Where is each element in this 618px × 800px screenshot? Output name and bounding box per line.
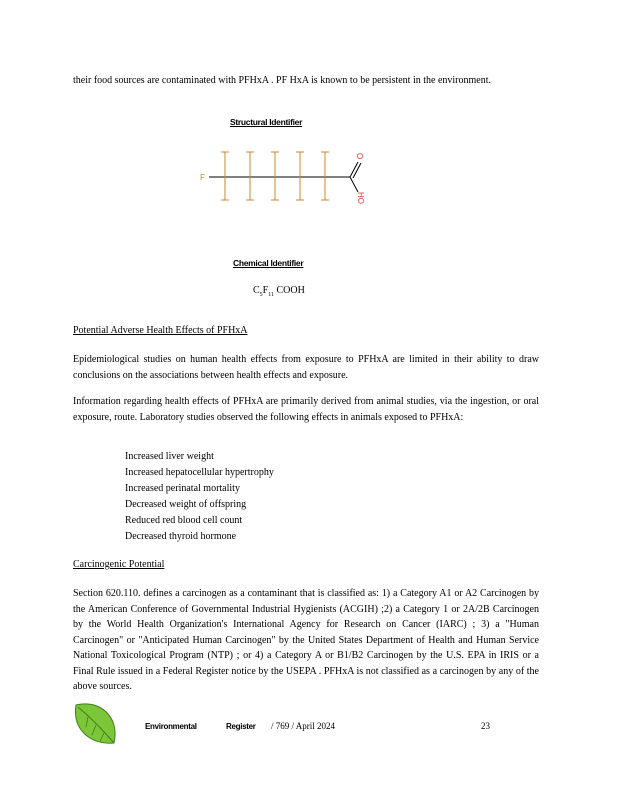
intro-paragraph: their food sources are contaminated with PFHxA . PF HxA is known to be persistent in the environment.: [73, 75, 491, 86]
formula-tail: COOH: [274, 285, 305, 296]
effects-list: [105, 449, 274, 545]
carboxyl-bonds: [350, 162, 361, 192]
formula-c: C: [253, 285, 260, 296]
effect-text: Decreased weight of offspring: [125, 499, 247, 510]
effect-text: Decreased thyroid hormone: [125, 531, 237, 542]
formula-c-count: 5: [259, 292, 263, 298]
structural-identifier-caption: Structural Identifier: [230, 117, 303, 127]
effect-text: Increased perinatal mortality: [125, 483, 240, 494]
oxygen-atom-label: O: [355, 153, 364, 160]
epidemiology-paragraph: Epidemiological studies on human health effects from exposure to PFHxA are limited in their ability to draw conclusions on the associations between health effects and exposure.: [73, 354, 539, 381]
list-item: [105, 513, 274, 529]
list-item: [105, 529, 274, 545]
list-item: [105, 449, 274, 465]
formula-f: F: [262, 285, 269, 296]
chemical-identifier-caption: Chemical Identifier: [233, 258, 304, 268]
fluorine-atom-label: F: [200, 173, 205, 182]
formula-f-count: 11: [268, 292, 275, 298]
list-item: [105, 465, 274, 481]
list-item: [105, 497, 274, 513]
fluorine-bonds: [221, 152, 329, 200]
health-effects-heading: Potential Adverse Health Effects of PFHxA: [73, 325, 248, 336]
effect-text: Increased liver weight: [125, 451, 214, 462]
leaf-logo-icon: [70, 697, 122, 749]
page-number: 23: [481, 721, 490, 731]
footer-title-register: Register: [226, 722, 256, 731]
footer-title-environmental: Environmental: [145, 722, 197, 731]
chemical-formula: [253, 285, 305, 298]
hydroxyl-label: HO: [356, 192, 365, 204]
effect-text: Reduced red blood cell count: [125, 515, 243, 526]
footer-issue: / 769 / April 2024: [271, 721, 336, 731]
carcinogenic-heading: Carcinogenic Potential: [73, 559, 165, 570]
carcinogen-paragraph: Section 620.110. defines a carcinogen as a contaminant that is classified as: 1) a Category A1 or A2 Carcinogen by the American Conference of Governmental Industrial Hygienists (ACGIH) ;2) a Category 1 or 2A/2B Carcinogen by the World Health Organization's International Agency for Research on Cancer (IARC) ; 3) a "Human Carcinogen" or "Anticipated Human Carcinogen" by the United States Department of Health and Human Service National Toxicological Program (NTP) ; or 4) a Category A or B1/B2 Carcinogen by the U.S. EPA in IRIS or a Final Rule issued in a Federal Register notice by the USEPA . PFHxA is not classified as a carcinogen by any of the above sources.: [73, 588, 539, 692]
list-item: [105, 481, 274, 497]
pfhxa-structure-diagram: [195, 140, 385, 215]
effect-text: Increased hepatocellular hypertrophy: [125, 467, 274, 478]
animal-studies-paragraph: Information regarding health effects of PFHxA are primarily derived from animal studies, via the ingestion, or oral exposure, route. Laboratory studies observed the following effects in animals exposed to PFHxA:: [73, 396, 539, 423]
